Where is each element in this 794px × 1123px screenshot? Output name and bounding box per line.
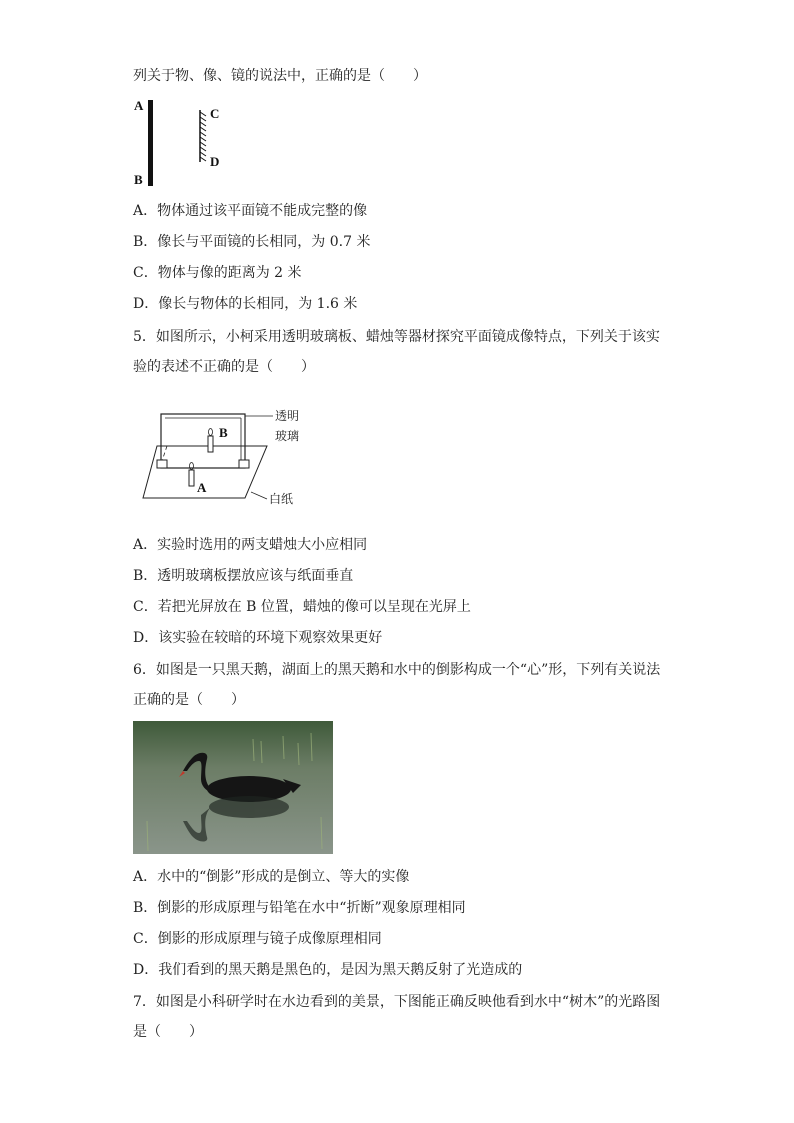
candle-a-label: A — [197, 480, 207, 495]
stand-left — [157, 460, 167, 468]
q5-option-b: B．透明玻璃板摆放应该与纸面垂直 — [133, 568, 354, 584]
object-rod — [148, 100, 153, 186]
label-b: B — [134, 172, 143, 187]
label-c: C — [210, 106, 220, 121]
q6-option-d: D．我们看到的黑天鹅是黑色的，是因为黑天鹅反射了光造成的 — [133, 962, 523, 978]
q6-stem-line1: 6．如图是一只黑天鹅，湖面上的黑天鹅和水中的倒影构成一个“心”形，下列有关说法 — [133, 662, 661, 678]
glass-label-line1: 透明 — [275, 409, 300, 423]
q6-stem-line2: 正确的是（ ） — [133, 692, 245, 708]
candle-b-label: B — [219, 425, 228, 440]
black-swan-photo — [133, 721, 333, 854]
q5-experiment-figure — [133, 390, 313, 512]
q4-mirror-figure — [130, 96, 230, 188]
paper-label: 白纸 — [269, 492, 294, 506]
q5-option-a: A．实验时选用的两支蜡烛大小应相同 — [133, 537, 368, 553]
q4-option-b: B．像长与平面镜的长相同，为 0.7 米 — [133, 234, 371, 250]
q7-stem-line1: 7．如图是小科研学时在水边看到的美景，下图能正确反映他看到水中“树木”的光路图 — [133, 994, 661, 1010]
glass-plate — [161, 414, 245, 468]
glass-label-line2: 玻璃 — [275, 429, 300, 443]
label-d: D — [210, 154, 220, 169]
q4-option-d: D．像长与物体的长相同，为 1.6 米 — [133, 296, 358, 312]
q4-option-c: C．物体与像的距离为 2 米 — [133, 265, 302, 281]
q4-option-a: A．物体通过该平面镜不能成完整的像 — [133, 203, 368, 219]
q5-stem-line1: 5．如图所示，小柯采用透明玻璃板、蜡烛等器材探究平面镜成像特点，下列关于该实 — [133, 329, 660, 345]
q6-option-b: B．倒影的形成原理与铅笔在水中“折断”观象原理相同 — [133, 900, 466, 916]
q6-option-c: C．倒影的形成原理与镜子成像原理相同 — [133, 931, 382, 947]
q5-option-d: D．该实验在较暗的环境下观察效果更好 — [133, 630, 383, 646]
candle-a — [189, 470, 194, 486]
label-a: A — [134, 98, 144, 113]
q7-stem-line2: 是（ ） — [133, 1024, 203, 1040]
mirror-hatching — [200, 112, 206, 161]
q5-option-c: C．若把光屏放在 B 位置，蜡烛的像可以呈现在光屏上 — [133, 599, 471, 615]
paper-leader-line — [251, 492, 267, 499]
q4-stem: 列关于物、像、镜的说法中，正确的是（ ） — [133, 68, 427, 84]
candle-b — [208, 436, 213, 452]
stand-right — [239, 460, 249, 468]
q5-stem-line2: 验的表述不正确的是（ ） — [133, 359, 315, 375]
q6-option-a: A．水中的“倒影”形成的是倒立、等大的实像 — [133, 869, 410, 885]
